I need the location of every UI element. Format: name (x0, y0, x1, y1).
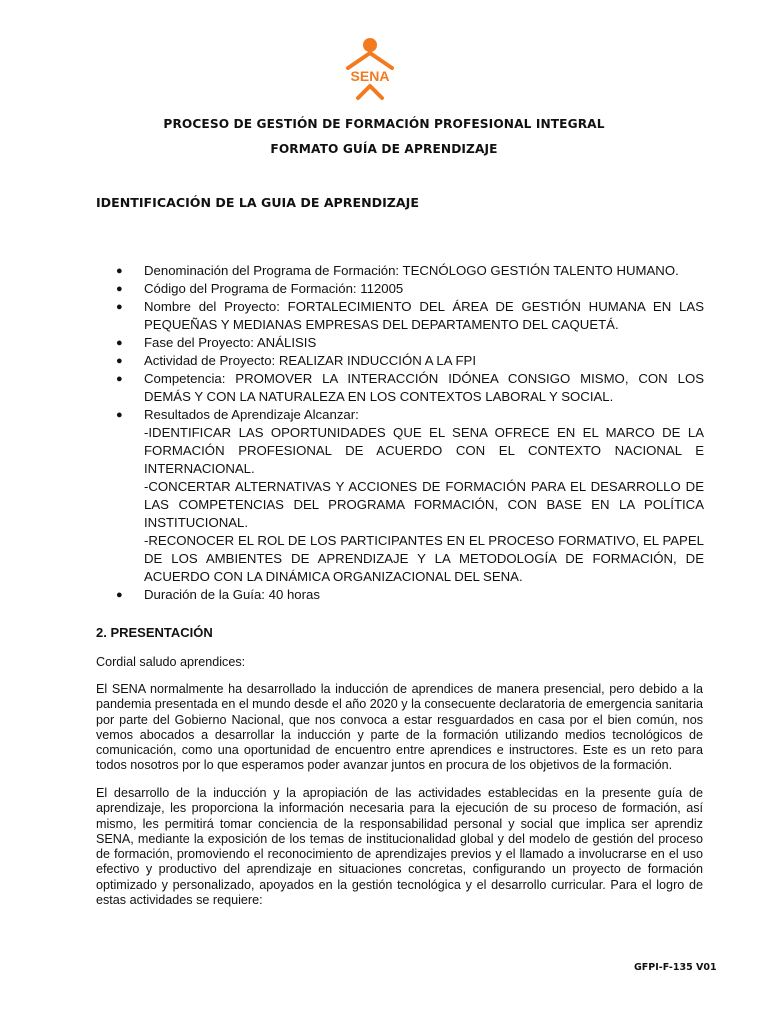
document-code: GFPI-F-135 V01 (634, 962, 717, 973)
list-item: ● Actividad de Proyecto: REALIZAR INDUCCIÓN A LA FPI (116, 353, 477, 368)
list-item: ● Duración de la Guía: 40 horas (116, 587, 320, 602)
process-title: PROCESO DE GESTIÓN DE FORMACIÓN PROFESIONAL INTEGRAL (163, 117, 605, 131)
greeting: Cordial saludo aprendices: (96, 655, 246, 669)
logo-text: SENA (350, 68, 390, 84)
list-item: ● Código del Programa de Formación: 112005 (116, 281, 404, 296)
result-entry: -CONCERTAR ALTERNATIVAS Y ACCIONES DE FORMACIÓN PARA EL DESARROLLO DE LAS COMPETENCIAS DEL PROGRAMA FORMACIÓN, CON BASE EN LA POLÍTICA INSTITUCIONAL. (144, 479, 704, 530)
sena-logo (340, 36, 400, 100)
list-item: ● Fase del Proyecto: ANÁLISIS (116, 335, 317, 350)
list-item: ● Denominación del Programa de Formación: TECNÓLOGO GESTIÓN TALENTO HUMANO. (116, 263, 679, 278)
guide-info-list (96, 262, 704, 604)
format-title: FORMATO GUÍA DE APRENDIZAJE (270, 142, 498, 156)
identification-heading: IDENTIFICACIÓN DE LA GUIA DE APRENDIZAJE (96, 195, 419, 210)
list-item: ● Competencia: PROMOVER LA INTERACCIÓN IDÓNEA CONSIGO MISMO, CON LOS DEMÁS Y CON LA NATURALEZA EN LOS CONTEXTOS LABORAL Y SOCIAL. (116, 371, 704, 404)
presentation-paragraph-1: El SENA normalmente ha desarrollado la inducción de aprendices de manera presencial, pero debido a la pandemia presentada en el mundo desde el año 2020 y la consecuente declaratoria de emergencia sanitaria por parte del Gobierno Nacional, que nos convoca a estar resguardados en casa por el bien común, nos vemos abocados a desarrollar la inducción y parte de la formación utilizando medios tecnológicos de comunicación, como una oportunidad de encuentro entre aprendices e instructores. Este es un reto para todos nosotros por lo que esperamos poder avanzar juntos en procura de los objetivos de la formación. (96, 682, 704, 773)
results-item: ● Resultados de Aprendizaje Alcanzar: -IDENTIFICAR LAS OPORTUNIDADES QUE EL SENA OFRECE EN EL MARCO DE LA FORMACIÓN PROFESIONAL DE ACUERDO CON EL CONTEXTO NACIONAL E INTERNACIONAL. -CONCERTAR ALTERNATIVAS Y ACCIONES DE FORMACIÓN PARA EL DESARROLLO DE LAS COMPETENCIAS DEL PROGRAMA FORMACIÓN, CON BASE EN LA POLÍTICA INSTITUCIONAL. -RECONOCER EL ROL DE LOS PARTICIPANTES EN EL PROCESO FORMATIVO, EL PAPEL DE LOS AMBIENTES DE APRENDIZAJE Y LA METODOLOGÍA DE FORMACIÓN, DE ACUERDO CON LA DINÁMICA ORGANIZACIONAL DEL SENA. (116, 407, 704, 584)
result-entry: -RECONOCER EL ROL DE LOS PARTICIPANTES EN EL PROCESO FORMATIVO, EL PAPEL DE LOS AMBIENTES DE APRENDIZAJE Y LA METODOLOGÍA DE FORMACIÓN, DE ACUERDO CON LA DINÁMICA ORGANIZACIONAL DEL SENA. (144, 533, 704, 584)
list-item: ● Nombre del Proyecto: FORTALECIMIENTO DEL ÁREA DE GESTIÓN HUMANA EN LAS PEQUEÑAS Y MEDIANAS EMPRESAS DEL DEPARTAMENTO DEL CAQUETÁ. (116, 299, 704, 332)
presentation-paragraph-2: El desarrollo de la inducción y la apropiación de las actividades establecidas en la presente guía de aprendizaje, les proporciona la información necesaria para la ejecución de su proceso de formación, así mismo, les permitirá tomar conciencia de la responsabilidad personal y social que implica ser aprendiz SENA, mediante la exposición de los temas de institucionalidad global y del modelo de gestión del proceso de formación, promoviendo el reconocimiento de aprendizajes previos y el llamado a involucrarse en el uso efectivo y productivo del aprendizaje en situaciones concretas, configurando un proyecto de formación optimizado y personalizado, apoyados en la gestión tecnológica y el desarrollo curricular. Para el logro de estas actividades se requiere: (96, 786, 703, 908)
results-label: Resultados de Aprendizaje Alcanzar: (144, 407, 359, 422)
presentation-heading: 2. PRESENTACIÓN (96, 625, 213, 640)
result-entry: -IDENTIFICAR LAS OPORTUNIDADES QUE EL SENA OFRECE EN EL MARCO DE LA FORMACIÓN PROFESIONAL DE ACUERDO CON EL CONTEXTO NACIONAL E INTERNACIONAL. (144, 425, 704, 476)
